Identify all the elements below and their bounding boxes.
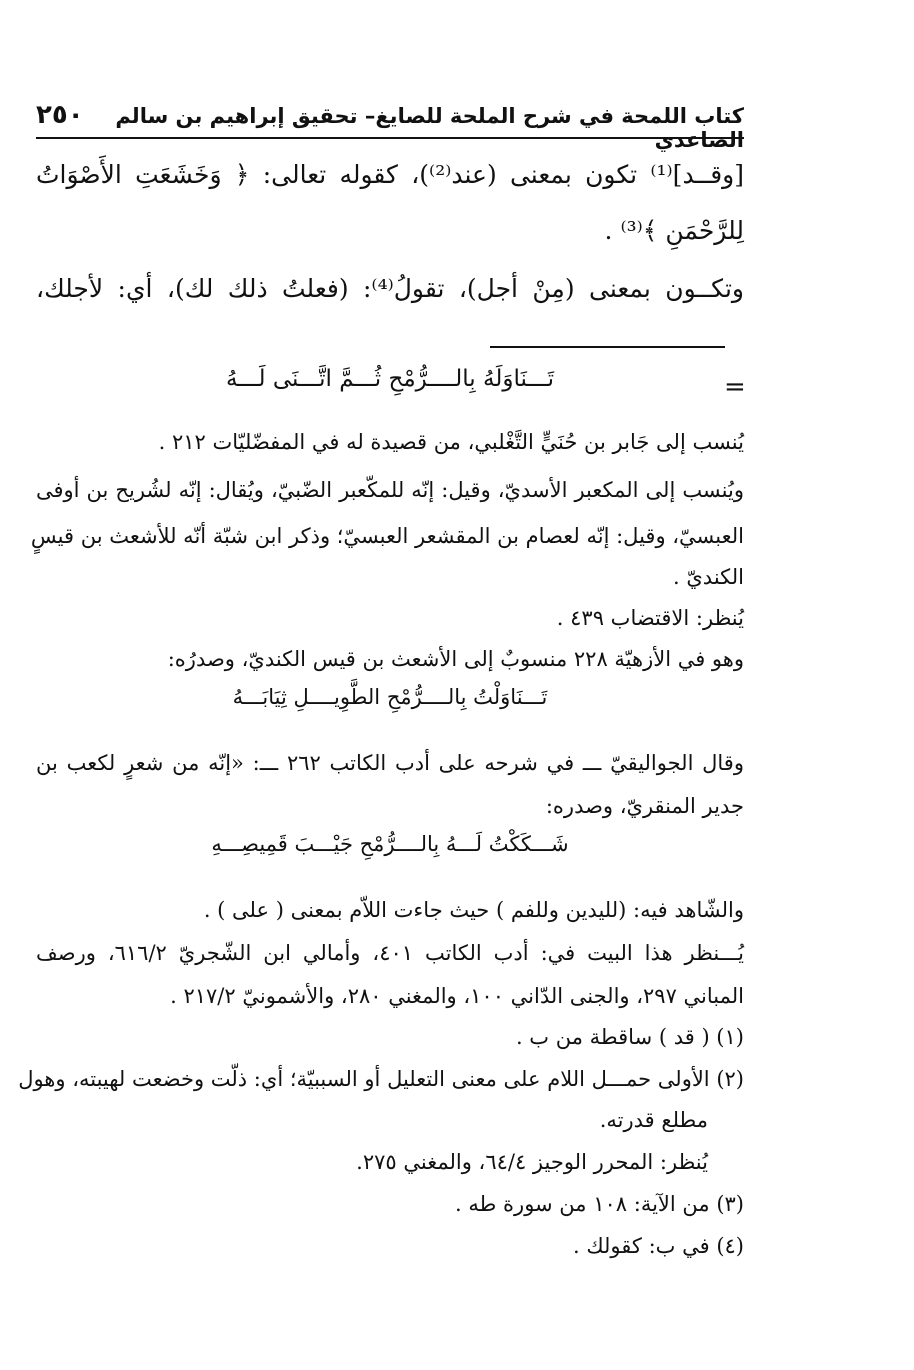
note-text-line: يُـــنظر هذا البيت في: أدب الكاتب ٤٠١، وأمالي ابن الشّجريّ ٦١٦/٢، ورصف — [36, 941, 744, 965]
note-text-line: وقال الجواليقيّ ـــ في شرحه على أدب الكاتب ٢٦٢ ـــ: «إنّه من شعرٍ لكعب بن — [36, 751, 744, 775]
main-line-3: وتكــون بمعنى (مِنْ أجل)، تقولُ⁽⁴⁾: (فعلتُ ذلك لك)، أي: لأجلك، — [36, 274, 744, 303]
main-line-2: لِلرَّحْمَنِ ﴾⁽³⁾ . — [604, 216, 744, 245]
footnote-1: (١) ( قد ) ساقطة من ب . — [515, 1025, 744, 1049]
verse-line: تَـــنَاوَلْتُ بِالــــرُّمْحِ الطَّوِيــــلِ ثِيَابَـــهُ — [232, 685, 548, 709]
footnote-3: (٣) من الآية: ١٠٨ من سورة طه . — [455, 1192, 744, 1216]
note-text-line: وهو في الأزهيّة ٢٢٨ منسوبٌ إلى الأشعث بن قيس الكنديّ، وصدرُه: — [167, 647, 744, 671]
note-text-line: العبسيّ، وقيل: إنّه لعصام بن المقشعر العبسيّ؛ وذكر ابن شبّة أنّه للأشعث بن قيسٍ — [30, 524, 744, 548]
footnote-4: (٤) في ب: كقولك . — [572, 1234, 744, 1258]
note-text-line: جدير المنقريّ، وصدره: — [545, 794, 744, 818]
note-text-line: ويُنسب إلى المكعبر الأسديّ، وقيل: إنّه للمكّعبر الضّبيّ، ويُقال: إنّه لشُريح بن أوفى — [36, 478, 744, 502]
note-text-line: المباني ٢٩٧، والجنى الدّاني ١٠٠، والمغني ٢٨٠، والأشمونيّ ٢١٧/٢ . — [170, 984, 744, 1008]
note-text-line: يُنظر: الاقتضاب ٤٣٩ . — [556, 606, 744, 630]
header-rule — [36, 137, 744, 139]
note-text-line: يُنسب إلى جَابر بن حُنَيٍّ التَّغْلبي، من قصيدة له في المفضّليّات ٢١٢ . — [158, 430, 744, 454]
running-header — [36, 100, 744, 152]
main-line-1: [وقــد]⁽¹⁾ تكون بمعنى (عند⁽²⁾)، كقوله تعالى: ﴿ وَخَشَعَتِ الأَصْوَاتُ — [36, 160, 744, 189]
note-text-line: والشّاهد فيه: (لليدين وللفم ) حيث جاءت اللاّم بمعنى ( على ) . — [203, 898, 744, 922]
verse-line: تَـــنَاوَلَهُ بِالــــرُّمْحِ ثُـــمَّ اتَّـــنَى لَـــهُ — [225, 366, 555, 392]
footnote-2-ref: يُنظر: المحرر الوجيز ٦٤/٤، والمغني ٢٧٥. — [356, 1150, 708, 1174]
header-title: كتاب اللمحة في شرح الملحة للصايغ– تحقيق إبراهيم بن سالم الصاعدي — [115, 104, 744, 152]
verse-line: شَـــكَكْتُ لَـــهُ بِالــــرُّمْحِ جَيْـــبَ قَمِيصِـــهِ — [211, 832, 569, 856]
continuation-marker: = — [724, 372, 746, 402]
footnote-separator — [490, 346, 725, 348]
page-number: ٢٥٠ — [36, 100, 84, 130]
note-text-line: الكنديّ . — [673, 565, 744, 589]
footnote-2: (٢) الأولى حمـــل اللام على معنى التعليل أو السببيّة؛ أي: ذلّت وخضعت لهيبته، وهول — [18, 1067, 744, 1091]
footnote-2-cont: مطلع قدرته. — [599, 1108, 708, 1132]
